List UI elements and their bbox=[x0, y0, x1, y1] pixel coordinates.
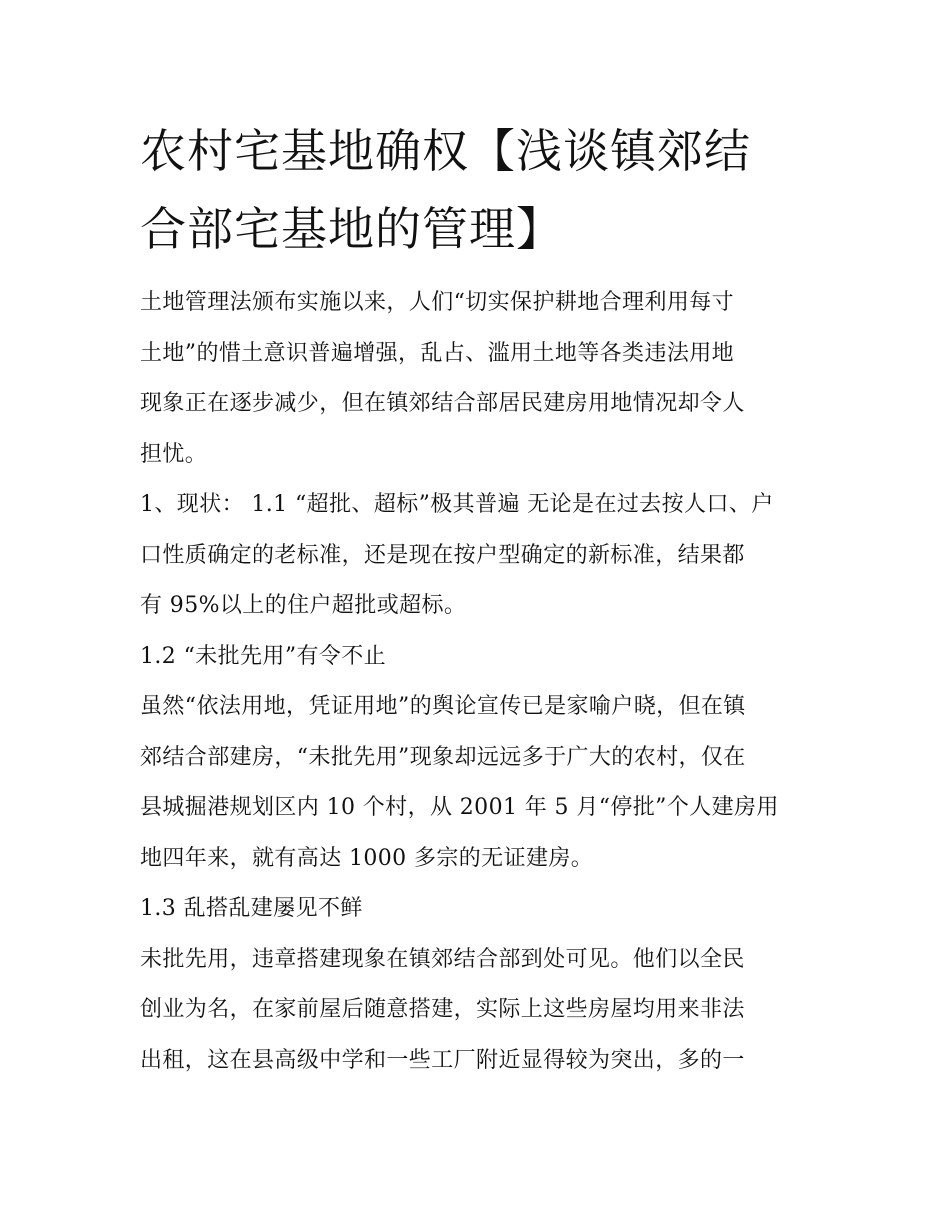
body-line: 县城掘港规划区内 10 个村，从 2001 年 5 月“停批”个人建房用 bbox=[140, 795, 779, 820]
body-line: 地四年来，就有高达 1000 多宗的无证建房。 bbox=[140, 845, 594, 871]
section-heading: 1.3 乱搭乱建屡见不鲜 bbox=[140, 896, 363, 921]
body-line: 有 95%以上的住户超批或超标。 bbox=[140, 593, 467, 618]
body-line: 出租，这在县高级中学和一些工厂附近显得较为突出，多的一 bbox=[140, 1047, 745, 1073]
section-heading: 1.2 “未批先用”有令不止 bbox=[140, 643, 387, 669]
body-line: 未批先用，违章搭建现象在镇郊结合部到处可见。他们以全民 bbox=[140, 946, 745, 972]
title-line: 合部宅基地的管理】 bbox=[140, 202, 563, 256]
body-line: 郊结合部建房，“未批先用”现象却远远多于广大的农村，仅在 bbox=[140, 744, 746, 770]
body-line: 创业为名，在家前屋后随意搭建，实际上这些房屋均用来非法 bbox=[140, 997, 745, 1022]
body-line: 1、现状： 1.1 “超批、超标”极其普遍 无论是在过去按人口、户 bbox=[140, 492, 774, 517]
body-line: 虽然“依法用地，凭证用地”的舆论宣传已是家喻户晓，但在镇 bbox=[140, 694, 746, 719]
document-body bbox=[140, 278, 820, 1086]
body-line: 土地”的惜土意识普遍增强，乱占、滥用土地等各类违法用地 bbox=[140, 340, 735, 366]
body-line: 担忧。 bbox=[140, 441, 208, 467]
document-title bbox=[140, 112, 820, 268]
body-line: 口性质确定的老标准，还是现在按户型确定的新标准，结果都 bbox=[140, 542, 745, 568]
body-line: 现象正在逐步减少，但在镇郊结合部居民建房用地情况却令人 bbox=[140, 391, 745, 416]
body-line: 土地管理法颁布实施以来，人们“切实保护耕地合理利用每寸 bbox=[140, 290, 735, 315]
title-line: 农村宅基地确权【浅谈镇郊结 bbox=[140, 124, 751, 178]
